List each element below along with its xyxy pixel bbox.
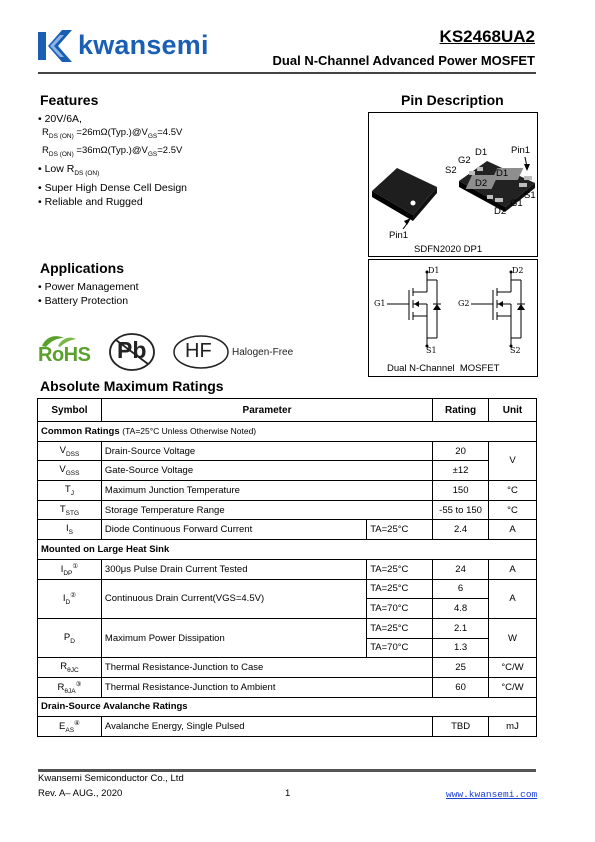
feature-item: • Reliable and Rugged [38, 195, 143, 208]
pb-text: Pb [117, 337, 147, 363]
rating-cell: 1.3 [433, 638, 489, 658]
symbol-cell: $E_{AS}^④$ [38, 717, 102, 737]
pb-free-logo [108, 332, 156, 372]
pin-label-d1-center: D1 [496, 168, 509, 179]
pin-label-g1: G1 [510, 198, 523, 209]
symbol-cell: $P_D$ [38, 618, 102, 657]
symbol-cell: $T_J$ [38, 481, 102, 501]
parameter-cell: Storage Temperature Range [101, 500, 432, 520]
unit-cell: A [489, 520, 537, 540]
application-item: • Power Management [38, 281, 139, 293]
parameter-cell: Avalanche Energy, Single Pulsed [101, 717, 432, 737]
unit-cell: mJ [489, 717, 537, 737]
application-item: • Battery Protection [38, 295, 129, 307]
condition-cell: TA=25°C [367, 520, 433, 540]
pin-label-d2-center: D2 [475, 178, 488, 189]
unit-cell: °C [489, 481, 537, 501]
feature-rds-2: $R_{DS (ON)}$ $=36m\Omega(Typ.)@V_{GS}=2.5V$ [42, 144, 183, 158]
parameter-cell: Diode Continuous Forward Current [101, 520, 366, 540]
pin-label-s1: S1 [524, 190, 536, 201]
rating-cell: 4.8 [433, 599, 489, 619]
mosfet-symbol-icon [369, 260, 537, 360]
table-row [38, 520, 537, 540]
package-pin-diagram [368, 112, 538, 257]
unit-cell: °C/W [489, 658, 537, 678]
sch-label-s2: S2 [510, 346, 521, 355]
table-row [38, 658, 537, 678]
parameter-cell: Maximum Junction Temperature [101, 481, 432, 501]
section-row-mounted [38, 540, 537, 560]
pin-label-s2: S2 [445, 165, 457, 176]
condition-cell: TA=25°C [367, 618, 433, 638]
unit-cell: V [489, 441, 537, 480]
rating-cell: 2.4 [433, 520, 489, 540]
table-row [38, 481, 537, 501]
document-subtitle: Dual N-Channel Advanced Power MOSFET [272, 53, 535, 68]
mounted-label: Mounted on Large Heat Sink [38, 540, 537, 560]
symbol-cell: $I_D^②$ [38, 579, 102, 618]
rating-cell: 60 [433, 677, 489, 697]
header-divider [38, 72, 536, 74]
condition-cell: TA=25°C [367, 579, 433, 599]
unit-cell: W [489, 618, 537, 657]
condition-cell: TA=70°C [367, 599, 433, 619]
sch-label-g1: G1 [374, 299, 386, 308]
features-title: Features [40, 92, 99, 108]
pin-description-title: Pin Description [401, 92, 504, 108]
table-row [38, 677, 537, 697]
feature-rds-1: $R_{DS (ON)}$ $=26m\Omega(Typ.)@V_{GS}=4.5V$ [42, 127, 183, 140]
rating-cell: 6 [433, 579, 489, 599]
sch-label-d2: D2 [512, 266, 524, 275]
sch-label-s1: S1 [426, 346, 437, 355]
package-name: SDFN2020 DP1 [414, 244, 483, 255]
condition-cell: TA=25°C [367, 559, 433, 579]
hf-logo [172, 334, 230, 370]
rating-cell: 25 [433, 658, 489, 678]
parameter-cell: 300μs Pulse Drain Current Tested [101, 559, 366, 579]
unit-cell: A [489, 579, 537, 618]
applications-title: Applications [40, 260, 125, 276]
rating-cell: 20 [433, 441, 489, 461]
kwansemi-logo-icon [36, 28, 74, 64]
feature-item: • 20V/6A, [38, 113, 82, 125]
common-ratings-note: (TA=25°C Unless Otherwise Noted) [122, 425, 257, 436]
rating-cell: 24 [433, 559, 489, 579]
rating-cell: TBD [433, 717, 489, 737]
parameter-cell: Continuous Drain Current(VGS=4.5V) [101, 579, 366, 618]
footer-divider [38, 769, 536, 772]
pin-label-g2: G2 [458, 155, 471, 166]
applications-list [38, 280, 139, 308]
part-number: KS2468UA2 [439, 27, 535, 46]
parameter-cell: Maximum Power Dissipation [101, 618, 366, 657]
hf-text: HF [185, 340, 212, 362]
section-row-common [38, 422, 537, 442]
parameter-cell: Gate-Source Voltage [101, 461, 432, 481]
ratings-title: Absolute Maximum Ratings [40, 378, 224, 394]
unit-cell: °C/W [489, 677, 537, 697]
parameter-cell: Thermal Resistance-Junction to Ambient [101, 677, 432, 697]
table-row [38, 618, 537, 638]
avalanche-label: Drain-Source Avalanche Ratings [38, 697, 537, 717]
section-row-avalanche [38, 697, 537, 717]
header-symbol: Symbol [38, 399, 102, 422]
symbol-cell: $I_{DP}^①$ [38, 559, 102, 579]
table-row [38, 717, 537, 737]
halogen-free-label: Halogen-Free [232, 347, 294, 358]
common-ratings-label: Common Ratings [41, 425, 123, 437]
rating-cell: -55 to 150 [433, 500, 489, 520]
dual-mosfet-schematic [368, 259, 538, 377]
symbol-cell: $I_S$ [38, 520, 102, 540]
pin-label-d1-top: D1 [475, 147, 488, 158]
feature-item: • Low $R_{DS (ON)}$ [38, 162, 100, 177]
ratings-table [37, 398, 537, 737]
header-unit: Unit [489, 399, 537, 422]
parameter-cell: Thermal Resistance-Junction to Case [101, 658, 432, 678]
table-header-row [38, 399, 537, 422]
symbol-cell: $V_{GSS}$ [38, 461, 102, 481]
symbol-cell: $R_{\theta JA}^③$ [38, 677, 102, 697]
rohs-logo [38, 334, 96, 368]
page-number: 1 [285, 788, 291, 799]
table-row [38, 500, 537, 520]
table-row [38, 461, 537, 481]
table-row [38, 441, 537, 461]
rating-cell: 150 [433, 481, 489, 501]
pin-label-pin1-top: Pin1 [511, 145, 531, 156]
header-parameter: Parameter [101, 399, 432, 422]
footer-company: Kwansemi Semiconductor Co., Ltd [38, 773, 184, 784]
table-row [38, 559, 537, 579]
pin-label-pin1-bottom: Pin1 [389, 230, 409, 241]
sch-label-d1: D1 [428, 266, 440, 275]
brand-logo [36, 28, 216, 64]
features-list [38, 112, 187, 209]
symbol-cell: $V_{DSS}$ [38, 441, 102, 461]
condition-cell: TA=70°C [367, 638, 433, 658]
symbol-cell: $T_{STG}$ [38, 500, 102, 520]
footer-revision: Rev. A– AUG., 2020 [38, 788, 123, 799]
symbol-cell: $R_{\theta JC}$ [38, 658, 102, 678]
feature-item: • Super High Dense Cell Design [38, 181, 187, 194]
table-row [38, 579, 537, 599]
header-rating: Rating [433, 399, 489, 422]
rohs-text: RoHS [38, 344, 91, 366]
unit-cell: A [489, 559, 537, 579]
parameter-cell: Drain-Source Voltage [101, 441, 432, 461]
footer-website-link[interactable]: www.kwansemi.com [446, 789, 538, 800]
rating-cell: 2.1 [433, 618, 489, 638]
rating-cell: ±12 [433, 461, 489, 481]
sch-label-g2: G2 [458, 299, 470, 308]
pin-label-d2: D2 [494, 206, 507, 217]
schematic-caption: Dual N-Channel MOSFET [387, 363, 500, 374]
unit-cell: °C [489, 500, 537, 520]
brand-name: kwansemi [78, 30, 209, 60]
